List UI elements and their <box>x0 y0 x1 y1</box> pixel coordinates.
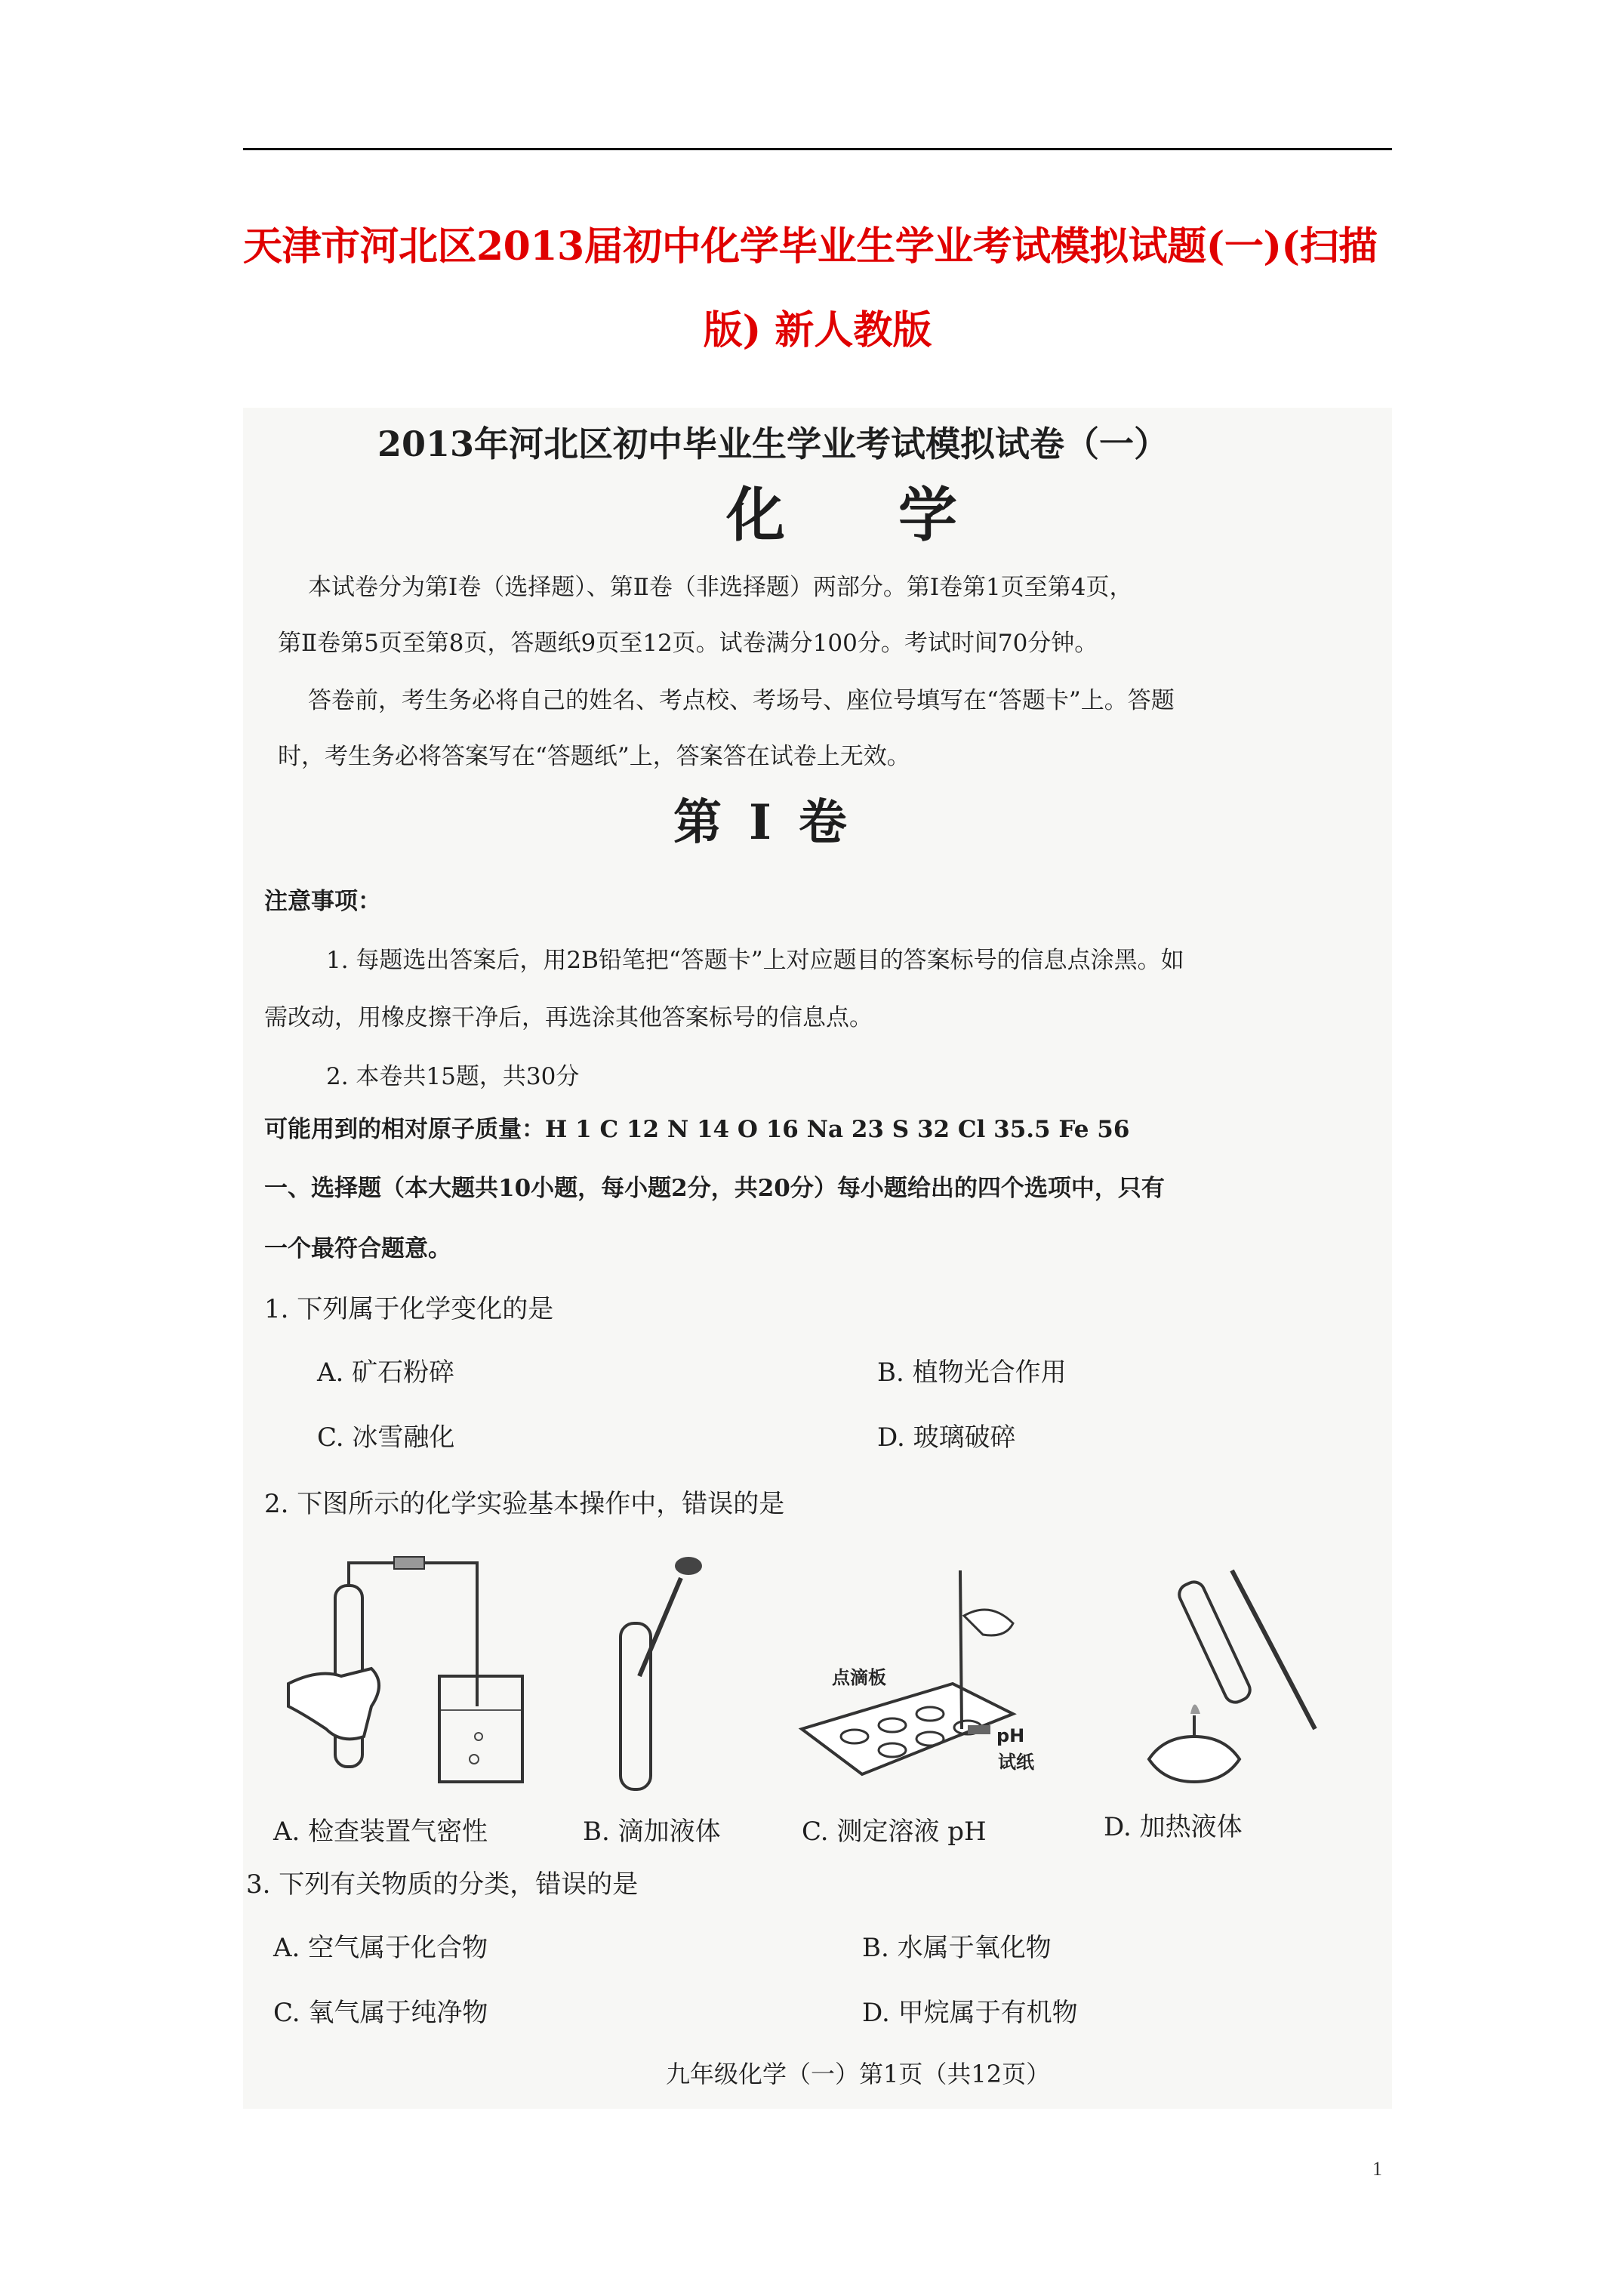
note-line-2: 需改动，用橡皮擦干净后，再选涂其他答案标号的信息点。 <box>264 1004 873 1031</box>
q2-figures <box>273 1555 1375 1804</box>
intro-line-3: 答卷前，考生务必将自己的姓名、考点校、考场号、座位号填写在“答题卡”上。答题 <box>308 687 1175 714</box>
q3-option-a: A. 空气属于化合物 <box>273 1933 488 1963</box>
notes-heading: 注意事项： <box>264 888 381 915</box>
scanned-exam-page <box>243 408 1392 2109</box>
figure-airtightness <box>273 1555 545 1804</box>
section-1-line-1: 一、选择题（本大题共10小题，每小题2分，共20分）每小题给出的四个选项中，只有 <box>264 1175 1165 1202</box>
q1-option-d: D. 玻璃破碎 <box>877 1422 1016 1453</box>
intro-line-1: 本试卷分为第Ⅰ卷（选择题）、第Ⅱ卷（非选择题）两部分。第Ⅰ卷第1页至第4页， <box>308 574 1133 601</box>
q2-option-c: C. 测定溶液 pH <box>802 1817 987 1847</box>
intro-line-4: 时，考生务必将答案写在“答题纸”上，答案答在试卷上无效。 <box>278 743 910 770</box>
q3-option-b: B. 水属于氧化物 <box>862 1933 1052 1963</box>
figure-dropping-liquid <box>575 1555 741 1804</box>
note-line-1: 1. 每题选出答案后，用2B铅笔把“答题卡”上对应题目的答案标号的信息点涂黑。如 <box>326 947 1184 974</box>
atomic-masses: 可能用到的相对原子质量：H 1 C 12 N 14 O 16 Na 23 S 32 Cl 35.5 Fe 56 <box>264 1116 1130 1143</box>
figure-label-test-paper: 试纸 <box>998 1752 1034 1773</box>
volume-heading: 第Ⅰ卷 <box>673 794 874 851</box>
q3-stem: 3. 下列有关物质的分类，错误的是 <box>246 1869 639 1900</box>
q2-option-d: D. 加热液体 <box>1104 1812 1243 1842</box>
top-rule <box>243 148 1392 150</box>
q1-option-b: B. 植物光合作用 <box>877 1358 1067 1388</box>
q1-option-c: C. 冰雪融化 <box>317 1422 455 1453</box>
q2-option-a: A. 检查装置气密性 <box>273 1817 488 1847</box>
exam-page-footer: 九年级化学（一）第1页（共12页） <box>666 2060 1051 2088</box>
note-line-3: 2. 本卷共15题，共30分 <box>326 1063 580 1090</box>
figure-label-plate: 点滴板 <box>832 1667 886 1688</box>
intro-line-2: 第Ⅱ卷第5页至第8页，答题纸9页至12页。试卷满分100分。考试时间70分钟。 <box>278 630 1098 657</box>
q1-stem: 1. 下列属于化学变化的是 <box>264 1294 554 1324</box>
exam-title: 2013年河北区初中毕业生学业考试模拟试卷（一） <box>377 424 1169 464</box>
q1-option-a: A. 矿石粉碎 <box>317 1358 455 1388</box>
figure-heating-liquid <box>1119 1555 1345 1804</box>
page-number: 1 <box>1372 2158 1382 2180</box>
document-title-line-2: 版) 新人教版 <box>703 307 932 353</box>
q3-option-d: D. 甲烷属于有机物 <box>862 1998 1078 2028</box>
q2-stem: 2. 下图所示的化学实验基本操作中，错误的是 <box>264 1489 785 1519</box>
document-title-line-1: 天津市河北区2013届初中化学毕业生学业考试模拟试题(一)(扫描 <box>243 223 1378 270</box>
figure-label-ph: pH <box>996 1725 1025 1746</box>
q3-option-c: C. 氧气属于纯净物 <box>273 1998 488 2028</box>
section-1-line-2: 一个最符合题意。 <box>264 1235 451 1262</box>
exam-subject: 化学 <box>726 481 1071 550</box>
q2-option-b: B. 滴加液体 <box>583 1817 721 1847</box>
